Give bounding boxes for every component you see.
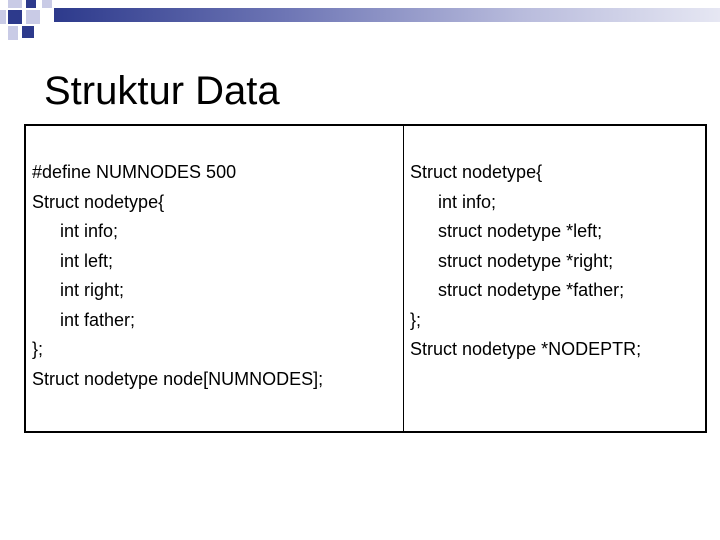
decor-square	[26, 0, 36, 8]
code-line: struct nodetype *right;	[438, 250, 614, 271]
code-line: Struct nodetype *NODEPTR;	[410, 339, 642, 359]
decor-square	[42, 0, 52, 8]
code-block-left	[32, 158, 323, 394]
code-line: int info;	[60, 221, 119, 241]
decor-square	[8, 10, 22, 24]
decor-square	[22, 26, 34, 38]
code-block-right	[410, 158, 641, 365]
header-gradient-band	[54, 8, 720, 22]
decor-square	[8, 0, 22, 8]
code-line: Struct nodetype{	[410, 162, 543, 182]
code-line: };	[32, 339, 44, 359]
decor-square	[26, 10, 40, 24]
decor-square	[8, 26, 18, 40]
code-line: int info;	[438, 191, 497, 212]
code-line: Struct nodetype{	[32, 191, 165, 212]
code-line: int left;	[60, 250, 114, 271]
code-line: struct nodetype *father;	[438, 280, 625, 300]
decor-square	[0, 10, 6, 24]
code-line: int father;	[60, 309, 136, 330]
code-line: struct nodetype *left;	[438, 221, 603, 241]
code-line: #define NUMNODES 500	[32, 162, 237, 182]
code-column-right	[404, 126, 705, 431]
code-line: int right;	[60, 280, 125, 300]
code-line: };	[410, 309, 422, 330]
code-table	[24, 124, 707, 433]
slide-title: Struktur Data	[44, 69, 280, 113]
code-line: Struct nodetype node[NUMNODES];	[32, 368, 324, 389]
code-column-left	[26, 126, 404, 431]
